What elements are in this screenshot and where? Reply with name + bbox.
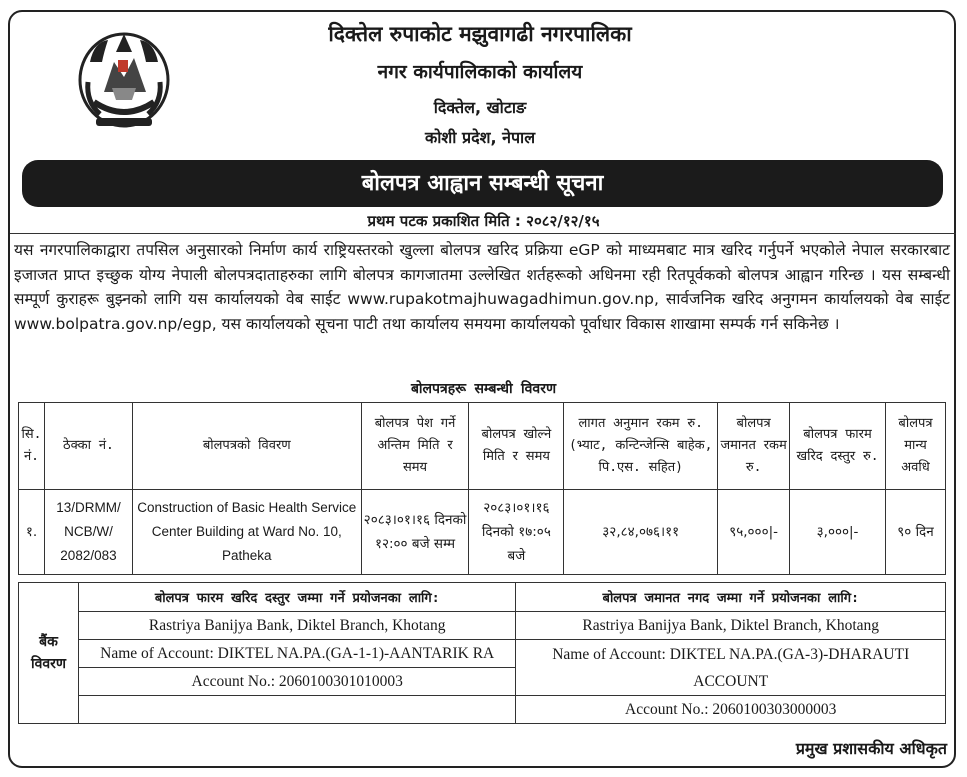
header-submission: बोलपत्र पेश गर्ने अन्तिम मिति र समय [361,403,469,490]
header-estimate: लागत अनुमान रकम रु. (भ्याट, कन्टिन्जेन्सि बाहेक, पि.एस. सहित) [564,403,718,490]
header-description: बोलपत्रको विवरण [132,403,361,490]
header-contract-no: ठेक्का नं. [44,403,132,490]
bank-row [19,612,946,640]
office-location: दिक्तेल, खोटाङ [433,98,527,117]
municipality-name: दिक्तेल रुपाकोट मझुवागढी नगरपालिका [328,22,632,46]
form-fee-account-name: Name of Account: DIKTEL NA.PA.(GA-1-1)-AANTARIK RA [78,640,516,668]
province-name: कोशी प्रदेश, नेपाल [424,128,536,147]
cell-security: ९५,०००|- [718,490,790,575]
published-date: प्रथम पटक प्रकाशित मिति : २०८२/१२/१५ [367,212,600,230]
account-name-row [19,640,946,668]
table-caption: बोलपत्रहरू सम्बन्धी विवरण [410,381,557,397]
signature: प्रमुख प्रशासकीय अधिकृत [795,739,947,758]
bank-details-table [18,582,946,724]
security-account-no-row [19,696,946,724]
table-header-row [19,403,946,490]
divider [10,233,956,234]
security-heading: बोलपत्र जमानत नगद जम्मा गर्ने प्रयोजनका लागि: [516,583,946,612]
notice-title: बोलपत्र आह्वान सम्बन्धी सूचना [22,160,943,207]
cell-description: Construction of Basic Health Service Center Building at Ward No. 10, Patheka [132,490,361,575]
header-validity: बोलपत्र मान्य अवधि [885,403,945,490]
security-account-no: Account No.: 2060100303000003 [516,696,946,724]
cell-opening: २०८३।०१।१६ दिनको १७:०५ बजे [469,490,564,575]
security-bank: Rastriya Banijya Bank, Diktel Branch, Khotang [516,612,946,640]
empty-cell [78,696,516,724]
cell-estimate: ३२,८४,०७६।११ [564,490,718,575]
security-account-name: Name of Account: DIKTEL NA.PA.(GA-3)-DHARAUTI ACCOUNT [516,640,946,696]
table-row [19,490,946,575]
cell-contract-no: 13/DRMM/ NCB/W/ 2082/083 [44,490,132,575]
header-opening: बोलपत्र खोल्ने मिति र समय [469,403,564,490]
cell-form-fee: ३,०००|- [790,490,886,575]
bank-label: बैंक विवरण [19,583,79,724]
intro-paragraph: यस नगरपालिकाद्वारा तपसिल अनुसारको निर्माण कार्य राष्ट्रियस्तरको खुल्ला बोलपत्र खरिद प्रक्रिया eGP को माध्यमबाट मात्र खरिद गर्नुपर्ने भएकोले नेपाल सरकारबाट इजाजत प्राप्त इच्छुक योग्य नेपाली बोलपत्रदाताहरुका लागि बोलपत्र कागजातमा उल्लेखित शर्तहरूको अधिनमा रही रितपूर्वकको बोलपत्र आह्वान गरिन्छ । यस सम्बन्धी सम्पूर्ण कुराहरू बुझ्नको लागि यस कार्यालयको वेब साईट www.rupakotmajhuwagadhimun.gov.np, सार्वजनिक खरिद अनुगमन कार्यालयको वेब साईट www.bolpatra.gov.np/egp, यस कार्यालयको सूचना पाटी तथा कार्यालय समयमा कार्यालयको पूर्वाधार विकास शाखामा सम्पर्क गर्न सकिनेछ । [14,241,950,333]
cell-validity: ९० दिन [885,490,945,575]
form-fee-bank: Rastriya Banijya Bank, Diktel Branch, Khotang [78,612,516,640]
header-security: बोलपत्र जमानत रकम रु. [718,403,790,490]
form-fee-account-no: Account No.: 2060100301010003 [78,668,516,696]
header-form-fee: बोलपत्र फारम खरिद दस्तुर रु. [790,403,886,490]
form-fee-heading: बोलपत्र फारम खरिद दस्तुर जम्मा गर्ने प्रयोजनका लागि: [78,583,516,612]
bid-details-table [18,402,946,575]
header-serial: सि. नं. [19,403,45,490]
cell-serial: १. [19,490,45,575]
bank-heading-row [19,583,946,612]
nepal-emblem-icon [74,22,174,134]
office-name: नगर कार्यपालिकाको कार्यालय [377,61,583,83]
cell-submission: २०८३।०१।१६ दिनको १२:०० बजे सम्म [361,490,469,575]
